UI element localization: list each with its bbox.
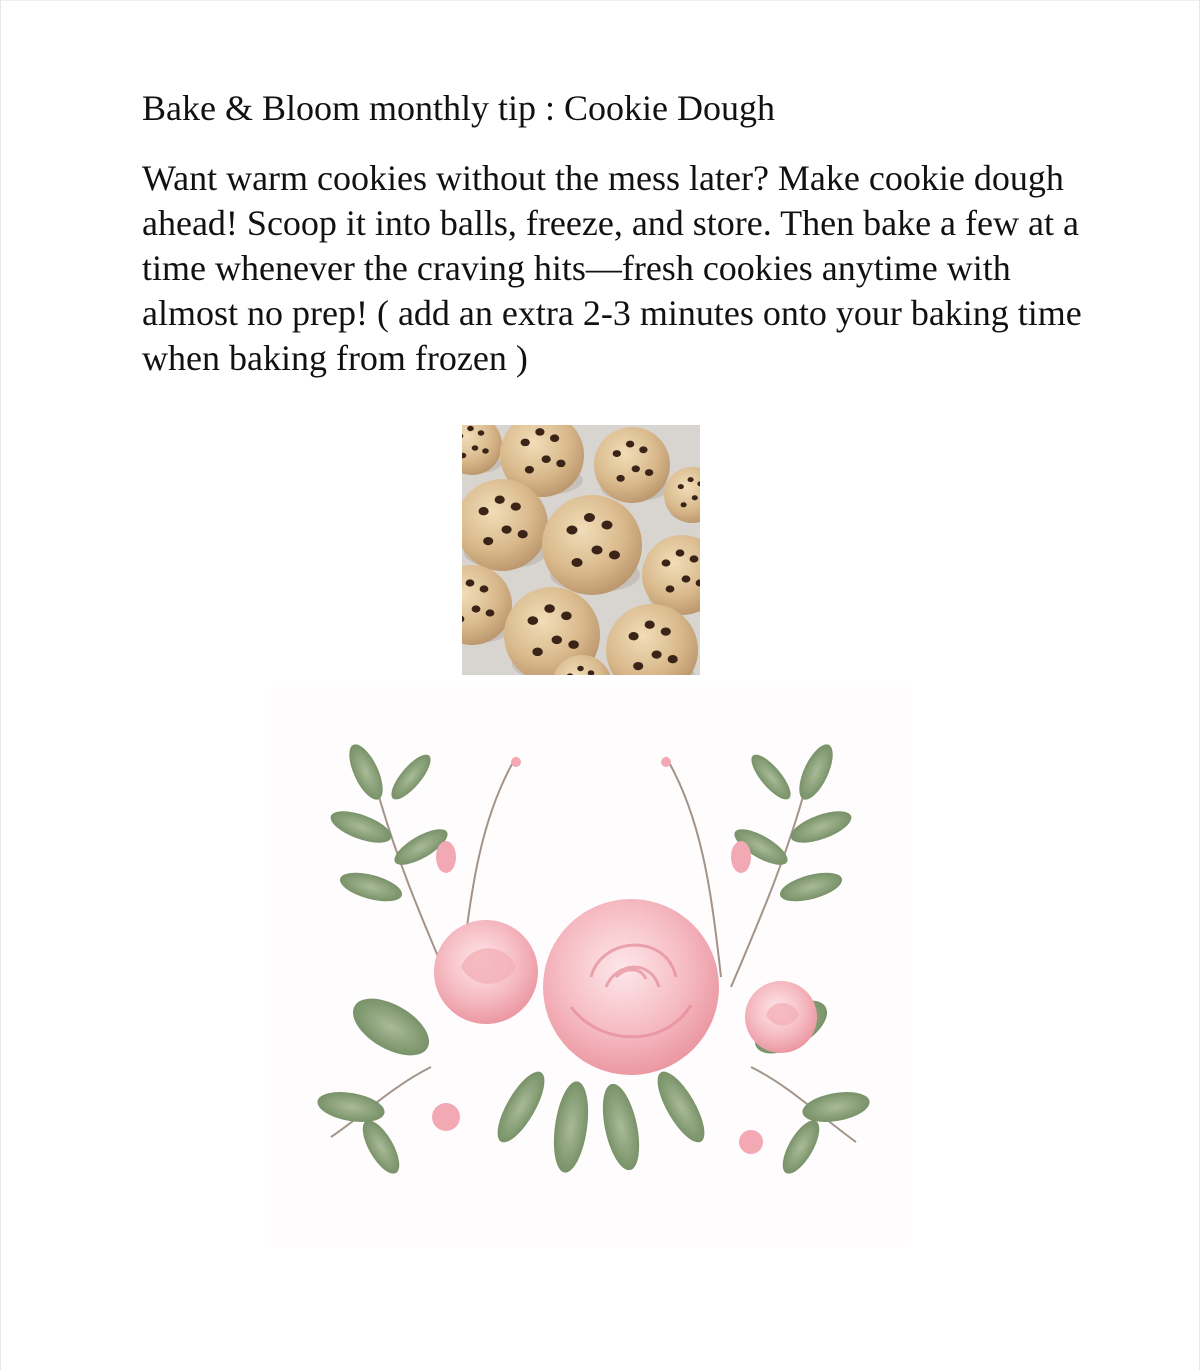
page-title: Bake & Bloom monthly tip : Cookie Dough	[142, 88, 775, 128]
floral-decoration	[271, 687, 911, 1247]
rose-bouquet-icon	[271, 687, 911, 1247]
tip-body-text: Want warm cookies without the mess later? Make cookie dough ahead! Scoop it into balls, freeze, and store. Then bake a few at a time whenever the craving hits—fresh cookies anytime with almost no prep! ( add an extra 2-3 minutes onto your baking time when baking from frozen )	[142, 158, 1082, 378]
cookie-dough-photo	[462, 425, 700, 675]
cookie-dough-balls-icon	[462, 425, 700, 675]
